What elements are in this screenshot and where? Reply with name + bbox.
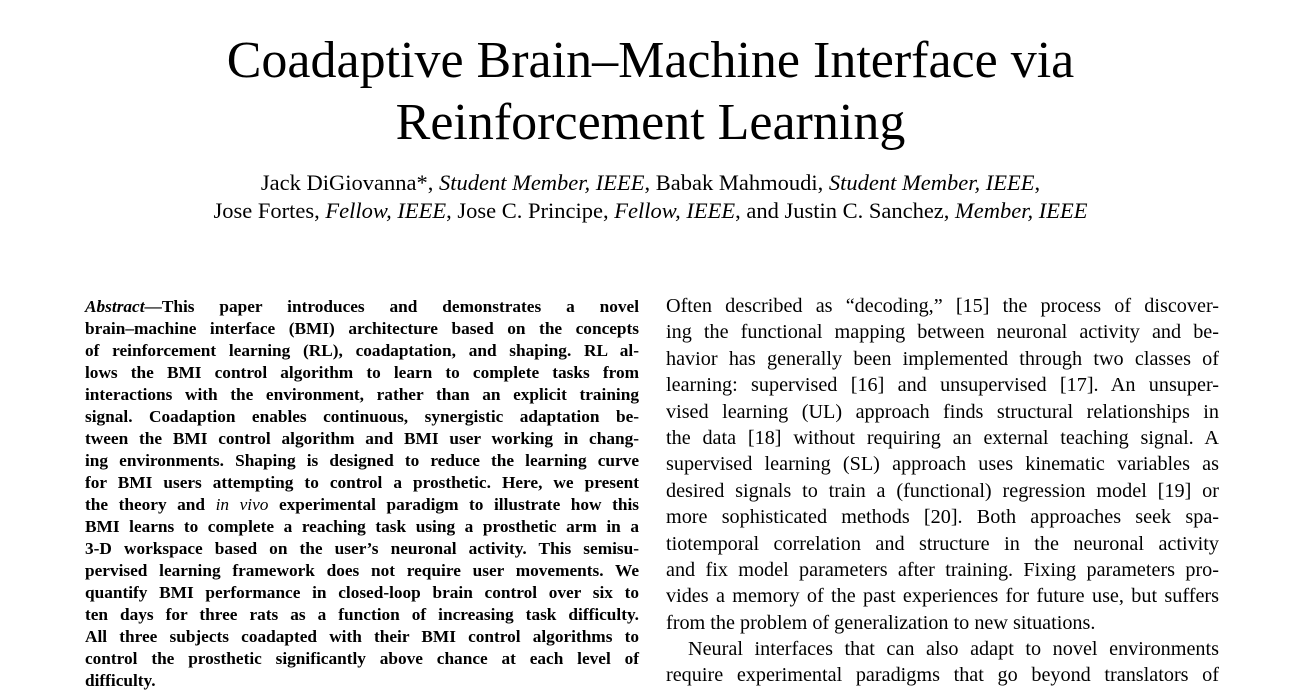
abstract-line (85, 406, 639, 428)
abstract-heading: Abstract (85, 297, 145, 316)
author-affiliation: Fellow, IEEE (614, 198, 736, 223)
body-text-line: from the problem of generalization to new situations. (666, 611, 1096, 634)
body-text-line: and fix model parameters after training. Fixing parameters pro- (666, 558, 1219, 581)
author-name: , (427, 170, 439, 195)
abstract-line (85, 494, 639, 516)
title-line-2: Reinforcement Learning (395, 94, 906, 151)
abstract-line (85, 670, 639, 692)
body-text-line: more sophisticated methods [20]. Both approaches seek spa- (666, 506, 1219, 529)
abstract-text: ten days for three rats as a function of increasing task difficulty. (85, 605, 639, 624)
body-text-line: Often described as “decoding,” [15] the process of discover- (666, 295, 1219, 317)
author-affiliation: Member, IEEE (955, 198, 1088, 223)
abstract-text: tween the BMI control algorithm and BMI user working in chang- (85, 429, 639, 448)
abstract-text: of reinforcement learning (RL), coadaptation, and shaping. RL al- (85, 341, 639, 360)
abstract-text: signal. Coadaption enables continuous, synergistic adaptation be- (85, 407, 639, 426)
author-name: , (314, 198, 326, 223)
abstract-text: quantify BMI performance in closed-loop brain control over six to (85, 583, 639, 602)
author-name: , (943, 198, 956, 223)
body-text-line: learning: supervised [16] and unsupervised [17]. An unsuper- (666, 374, 1219, 397)
body-text-line: tiotemporal correlation and structure in the neuronal activity (666, 532, 1219, 555)
abstract-text: 3-D workspace based on the user’s neuronal activity. This semisu- (85, 539, 639, 558)
abstract-text: —This paper introduces and demonstrates a novel (144, 297, 639, 316)
body-text-line: vised learning (UL) approach finds structural relationships in (666, 400, 1219, 423)
author-name: , (1034, 170, 1041, 195)
body-text-line: ing the functional mapping between neuronal activity and be- (666, 321, 1219, 344)
paper-title (0, 30, 1301, 154)
abstract-text: lows the BMI control algorithm to learn to complete tasks from (85, 363, 639, 382)
abstract-text: BMI learns to complete a reaching task using a prosthetic arm in a (85, 517, 639, 536)
body-text-column (666, 293, 1219, 689)
author-name: Jose Fortes (213, 198, 315, 223)
abstract-text: All three subjects coadapted with their BMI control algorithms to (85, 627, 639, 646)
abstract-line (85, 384, 639, 406)
abstract (85, 296, 639, 692)
body-text-line: the data [18] without requiring an external teaching signal. A (666, 426, 1219, 449)
body-text-line: supervised learning (SL) approach uses kinematic variables as (666, 453, 1219, 476)
body-text-line: desired signals to train a (functional) regression model [19] or (666, 479, 1219, 502)
abstract-line (85, 560, 639, 582)
author-name: , (817, 170, 829, 195)
abstract-line (85, 582, 639, 604)
abstract-text: ing environments. Shaping is designed to reduce the learning curve (85, 451, 639, 470)
abstract-line (85, 472, 639, 494)
author-affiliation: Fellow, IEEE (325, 198, 447, 223)
abstract-line (85, 516, 639, 538)
abstract-line (85, 648, 639, 670)
abstract-text: pervised learning framework does not require user movements. We (85, 561, 639, 580)
abstract-text: for BMI users attempting to control a prosthetic. Here, we present (85, 473, 639, 492)
author-name: , Babak Mahmoudi (644, 170, 818, 195)
abstract-line (85, 538, 639, 560)
abstract-line (85, 318, 639, 340)
abstract-line (85, 626, 639, 648)
title-line-1: Coadaptive Brain–Machine Interface via (226, 32, 1075, 89)
author-name: , (603, 198, 615, 223)
author-name: , and Justin C. Sanchez (735, 198, 944, 223)
body-text-line: vides a memory of the past experiences for future use, but suffers (666, 585, 1219, 608)
abstract-text: interactions with the environment, rather than an explicit training (85, 385, 639, 404)
author-affiliation: Student Member, IEEE (438, 170, 645, 195)
body-text-line: Neural interfaces that can also adapt to novel environments (688, 638, 1219, 661)
author-line-2 (0, 197, 1301, 225)
abstract-line (85, 450, 639, 472)
author-name: Jack DiGiovanna* (260, 170, 428, 195)
author-list (0, 169, 1301, 225)
abstract-line (85, 604, 639, 626)
abstract-line (85, 362, 639, 384)
abstract-line (85, 296, 639, 318)
abstract-text: in vivo (215, 495, 269, 514)
abstract-line (85, 340, 639, 362)
abstract-text: brain–machine interface (BMI) architecture based on the concepts (85, 319, 639, 338)
body-text-line: havior has generally been implemented through two classes of (666, 347, 1219, 370)
body-text-line: require experimental paradigms that go beyond translators of (666, 664, 1219, 687)
abstract-line (85, 428, 639, 450)
abstract-text: difficulty. (85, 671, 156, 690)
abstract-text: experimental paradigm to illustrate how this (268, 495, 639, 514)
abstract-text: the theory and (85, 495, 216, 514)
author-line-1 (0, 169, 1301, 197)
abstract-text: control the prosthetic significantly above chance at each level of (85, 649, 639, 668)
author-name: , Jose C. Principe (446, 198, 604, 223)
author-affiliation: Student Member, IEEE (828, 170, 1035, 195)
